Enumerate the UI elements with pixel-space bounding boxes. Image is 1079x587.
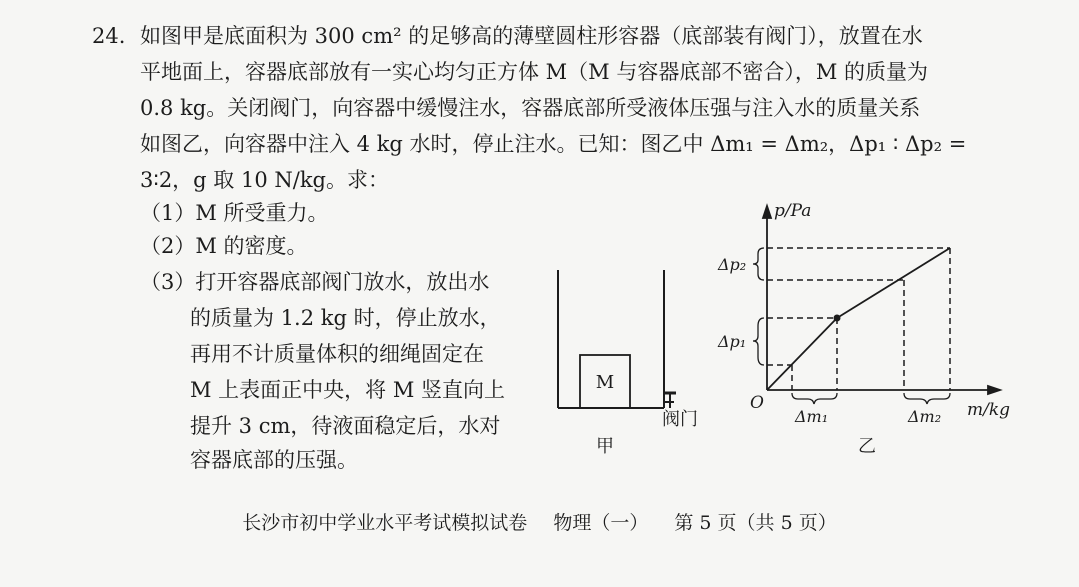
valve-label: 阀门	[662, 409, 698, 430]
figure-jia	[540, 262, 710, 462]
footer-page-info: 第 5 页（共 5 页）	[674, 512, 837, 534]
x-axis-arrow	[988, 386, 1000, 394]
x-axis-label: m/kg	[967, 400, 1011, 420]
page-footer	[0, 510, 1079, 536]
figure-yi-caption: 乙	[858, 436, 876, 457]
dm1-brace	[792, 393, 837, 404]
sub-question-3-line-1: （3）打开容器底部阀门放水，放出水	[140, 270, 490, 294]
dm1-label: Δm₁	[795, 407, 829, 426]
graph-segment-1	[767, 318, 837, 390]
cube-label: M	[595, 372, 615, 393]
dp1-label: Δp₁	[718, 332, 747, 351]
sub-question-3-line-6: 容器底部的压强。	[190, 448, 358, 472]
footer-subject: 物理（一）	[553, 512, 649, 534]
sub-question-3-line-2: 的质量为 1.2 kg 时，停止放水，	[190, 306, 501, 330]
stem-line-4: 如图乙，向容器中注入 4 kg 水时，停止注水。已知：图乙中 Δm₁ = Δm₂，Δp₁ ∶ Δp₂ =	[140, 132, 967, 156]
origin-label: O	[750, 393, 764, 413]
dp2-label: Δp₂	[718, 255, 747, 274]
y-axis-arrow	[763, 206, 771, 218]
sub-question-3-line-3: 再用不计质量体积的细绳固定在	[190, 342, 484, 366]
y-axis-label: p/Pa	[774, 201, 812, 221]
question-number: 24.	[92, 24, 126, 48]
dm2-label: Δm₂	[908, 407, 942, 426]
stem-line-5: 3∶2，g 取 10 N/kg。求：	[140, 168, 389, 192]
figure-yi	[712, 200, 1042, 462]
footer-exam-title: 长沙市初中学业水平考试模拟试卷	[242, 512, 528, 534]
stem-line-2: 平地面上，容器底部放有一实心均匀正方体 M（M 与容器底部不密合），M 的质量为	[140, 60, 929, 84]
dm2-brace	[904, 393, 950, 404]
stem-line-1: 如图甲是底面积为 300 cm² 的足够高的薄壁圆柱形容器（底部装有阀门），放置在水	[140, 24, 923, 48]
graph-segment-2	[837, 248, 950, 318]
dp2-brace	[753, 248, 764, 280]
sub-question-2: （2）M 的密度。	[140, 234, 308, 258]
dp1-brace	[753, 318, 764, 365]
sub-question-3-line-5: 提升 3 cm，待液面稳定后，水对	[190, 414, 501, 438]
figure-jia-caption: 甲	[596, 436, 614, 457]
stem-line-3: 0.8 kg。关闭阀门，向容器中缓慢注水，容器底部所受液体压强与注入水的质量关系	[140, 96, 921, 120]
sub-question-1: （1）M 所受重力。	[140, 201, 329, 225]
sub-question-3-line-4: M 上表面正中央，将 M 竖直向上	[190, 378, 506, 402]
